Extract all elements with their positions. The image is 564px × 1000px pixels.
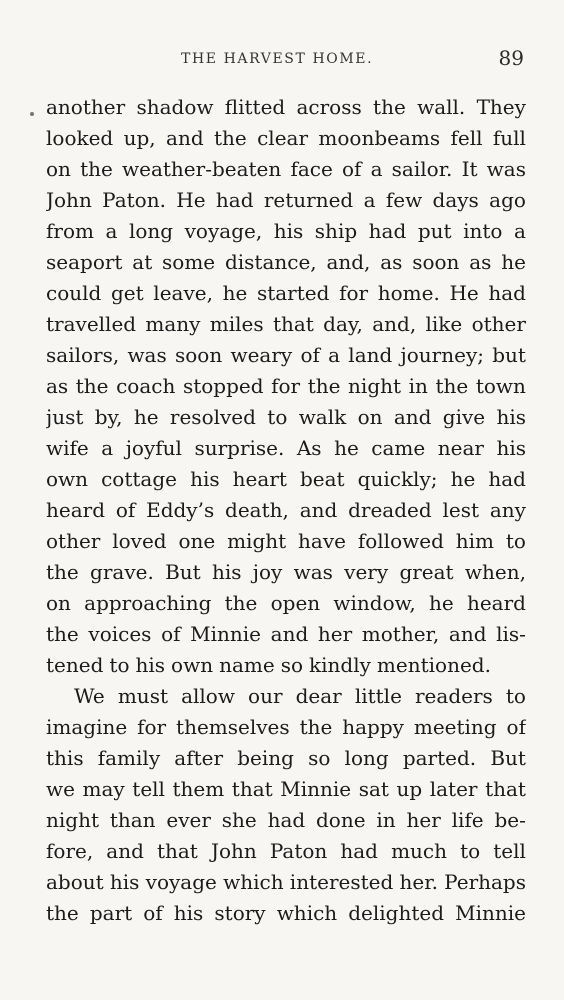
word: own [171,653,214,677]
word: clear [257,126,309,150]
word: in [408,374,428,398]
word: he [428,591,454,615]
word: beat [299,467,345,491]
word: than [109,808,156,832]
word: heard [466,591,526,615]
word: must [117,684,168,708]
word: Eddy’s [146,498,215,522]
text-line [46,433,526,464]
word: up [396,777,423,801]
word: resolved [169,405,256,429]
word: him [455,529,494,553]
word: from [46,219,94,243]
text-line [46,898,526,929]
word: was [127,343,167,367]
word: home. [377,281,440,305]
word: John [210,839,257,863]
word: his [109,870,140,894]
word: which [276,901,338,925]
word: when, [464,560,526,584]
text-line [46,774,526,805]
word: ever [166,808,211,832]
word: but [492,343,526,367]
text-line [46,681,526,712]
word: for [271,374,301,398]
word: own [46,467,89,491]
word: for [137,715,167,739]
word: name [219,653,275,677]
word: weather-beaten [122,157,282,181]
word: travelled [46,312,137,336]
word: open [270,591,321,615]
word: weary [230,343,293,367]
word: the [46,560,79,584]
word: might [227,529,287,553]
word: near [437,436,484,460]
word: at [132,250,153,274]
word: on [46,157,71,181]
word: a [513,219,526,243]
word: his [135,653,166,677]
word: to [109,653,130,677]
word: leave, [153,281,213,305]
word: he [133,405,159,429]
word: of [300,343,320,367]
word: could [46,281,102,305]
word: later [429,777,478,801]
word: came [371,436,426,460]
word: ago [489,188,526,212]
word: mentioned. [376,653,491,677]
word: his [211,560,242,584]
word: walk [298,405,347,429]
word: other [46,529,101,553]
word: of [115,498,136,522]
word: may [82,777,125,801]
word: some [162,250,216,274]
word: seaport [46,250,123,274]
word: readers [415,684,493,708]
word: day, [323,312,363,336]
word: that [272,312,314,336]
word: town [475,374,526,398]
word: just [46,405,84,429]
text-line [46,278,526,309]
word: soon [412,250,460,274]
word: she [221,808,257,832]
word: to [267,405,288,429]
word: meeting [413,715,497,739]
word: dear [295,684,342,708]
word: them [172,777,225,801]
word: We [74,684,105,708]
word: in [376,808,396,832]
word: kindly [309,653,371,677]
word: sailor. [391,157,453,181]
text-line [46,123,526,154]
text-line [46,588,526,619]
word: had [215,188,254,212]
word: happy [342,715,404,739]
word: on [46,591,71,615]
word: as [46,374,69,398]
word: tened [46,653,104,677]
word: approaching [84,591,212,615]
word: sailors, [46,343,120,367]
word: so [280,653,303,677]
word: face [290,157,333,181]
word: cottage [101,467,177,491]
running-title: THE HARVEST HOME. [181,51,374,67]
word: and [166,126,204,150]
word: quickly; [357,467,438,491]
word: and [448,622,487,646]
body-text [46,92,526,929]
word: fore, [46,839,94,863]
word: voices [88,622,152,646]
word: the [299,715,333,739]
word: he [334,436,359,460]
text-line [46,867,526,898]
text-line [46,619,526,650]
word: have [298,529,346,553]
word: his [273,219,304,243]
word: be- [494,808,526,832]
word: window, [333,591,416,615]
word: which [223,870,284,894]
word: a [328,343,341,367]
text-line [46,526,526,557]
word: heart [232,467,287,491]
word: Minnie [190,622,262,646]
word: few [385,188,423,212]
word: he [222,281,248,305]
word: any [489,498,526,522]
word: so [308,746,331,770]
page-number: 89 [498,46,524,70]
word: parted. [402,746,477,770]
word: and [106,839,144,863]
word: her [406,808,441,832]
word: He [449,281,479,305]
word: we [46,777,75,801]
word: land [348,343,393,367]
text-line [46,464,526,495]
word: soon [174,343,223,367]
word: was [293,560,333,584]
word: long [128,219,174,243]
word: and [270,622,309,646]
word: interested [289,870,394,894]
word: returned [263,188,354,212]
word: wall. [417,95,466,119]
word: mother, [361,622,440,646]
word: other [471,312,526,336]
word: They [476,95,526,119]
word: distance, [224,250,317,274]
word: full [492,126,526,150]
word: to [505,529,526,553]
word: joyful [125,436,182,460]
word: fell [450,126,483,150]
word: our [248,684,283,708]
word: But [490,746,526,770]
word: a [363,188,376,212]
word: to [460,839,481,863]
word: loved [112,529,167,553]
word: night [348,374,402,398]
word: give [442,405,486,429]
word: tell [493,839,526,863]
word: had [340,839,378,863]
word: the [80,157,113,181]
word: the [435,374,469,398]
word: put [417,219,452,243]
word: little [354,684,402,708]
word: the [213,126,247,150]
text-line [46,340,526,371]
word: get [110,281,144,305]
word: to [505,684,526,708]
word: had [488,281,526,305]
word: the [75,374,109,398]
word: her. [399,870,438,894]
word: miles [209,312,264,336]
word: wife [46,436,89,460]
text-line [46,743,526,774]
word: the [46,622,79,646]
word: had [267,808,306,832]
word: But [165,560,201,584]
word: across [296,95,362,119]
word: Minnie [280,777,352,801]
text-line [46,805,526,836]
word: delighted [348,901,445,925]
word: by, [94,405,123,429]
word: life [451,808,484,832]
word: part [89,901,133,925]
word: her [317,622,353,646]
word: his [190,467,220,491]
text-line [46,309,526,340]
text-line [46,495,526,526]
text-line [46,216,526,247]
word: Minnie [455,901,526,925]
word: lis- [496,622,526,646]
word: and [299,498,338,522]
word: As [296,436,322,460]
word: that [231,777,273,801]
word: of [161,622,181,646]
word: allow [181,684,235,708]
word: the [46,901,79,925]
word: had [488,467,526,491]
word: looked [46,126,114,150]
word: Paton. [102,188,166,212]
word: sat [358,777,389,801]
word: started [256,281,330,305]
word: journey; [400,343,484,367]
word: on [357,405,383,429]
word: death, [225,498,289,522]
word: had [368,219,407,243]
word: days [432,188,479,212]
word: into [463,219,503,243]
word: that [485,777,526,801]
running-header [46,46,524,74]
text-line [46,402,526,433]
word: joy [252,560,283,584]
word: dreaded [348,498,432,522]
text-line [46,836,526,867]
word: followed [357,529,444,553]
word: imagine [46,715,128,739]
word: this [46,746,84,770]
word: family [97,746,161,770]
word: It [461,157,478,181]
word: voyage, [184,219,263,243]
word: for [339,281,369,305]
word: tell [132,777,165,801]
word: He [176,188,206,212]
text-line [46,557,526,588]
word: lest [442,498,480,522]
word: many [145,312,201,336]
word: he [501,250,526,274]
word: after [174,746,224,770]
word: heard [46,498,106,522]
word: his [173,901,204,925]
text-line [46,371,526,402]
word: and [393,405,432,429]
word: story [214,901,266,925]
word: he [450,467,476,491]
word: ship [314,219,358,243]
word: a [101,436,114,460]
word: and, [326,250,371,274]
word: night [46,808,99,832]
print-speck-decoration [30,112,34,116]
text-line [46,154,526,185]
word: the [224,591,258,615]
word: of [506,715,526,739]
word: done [316,808,366,832]
word: moonbeams [318,126,441,150]
word: his [496,405,526,429]
word: and, [372,312,417,336]
word: the [373,95,406,119]
word: grave. [90,560,154,584]
word: shadow [136,95,214,119]
word: Perhaps [444,870,526,894]
word: very [344,560,389,584]
word: great [399,560,454,584]
word: as [380,250,403,274]
word: one [178,529,216,553]
word: voyage [145,870,217,894]
word: a [105,219,118,243]
word: of [341,157,362,181]
word: up, [123,126,156,150]
word: the [307,374,341,398]
word: Paton [269,839,328,863]
text-line [46,185,526,216]
word: being [237,746,294,770]
word: long [344,746,389,770]
word: was [486,157,526,181]
word: surprise. [194,436,285,460]
word: that [156,839,198,863]
text-line [46,247,526,278]
text-line [46,650,526,681]
word: flitted [224,95,286,119]
word: like [425,312,463,336]
word: a [370,157,383,181]
word: his [496,436,526,460]
word: themselves [176,715,290,739]
word: as [469,250,492,274]
word: John [46,188,92,212]
word: stopped [182,374,264,398]
text-line [46,712,526,743]
word: about [46,870,104,894]
word: much [391,839,447,863]
word: another [46,95,126,119]
word: of [143,901,163,925]
text-line [46,92,526,123]
word: coach [116,374,176,398]
